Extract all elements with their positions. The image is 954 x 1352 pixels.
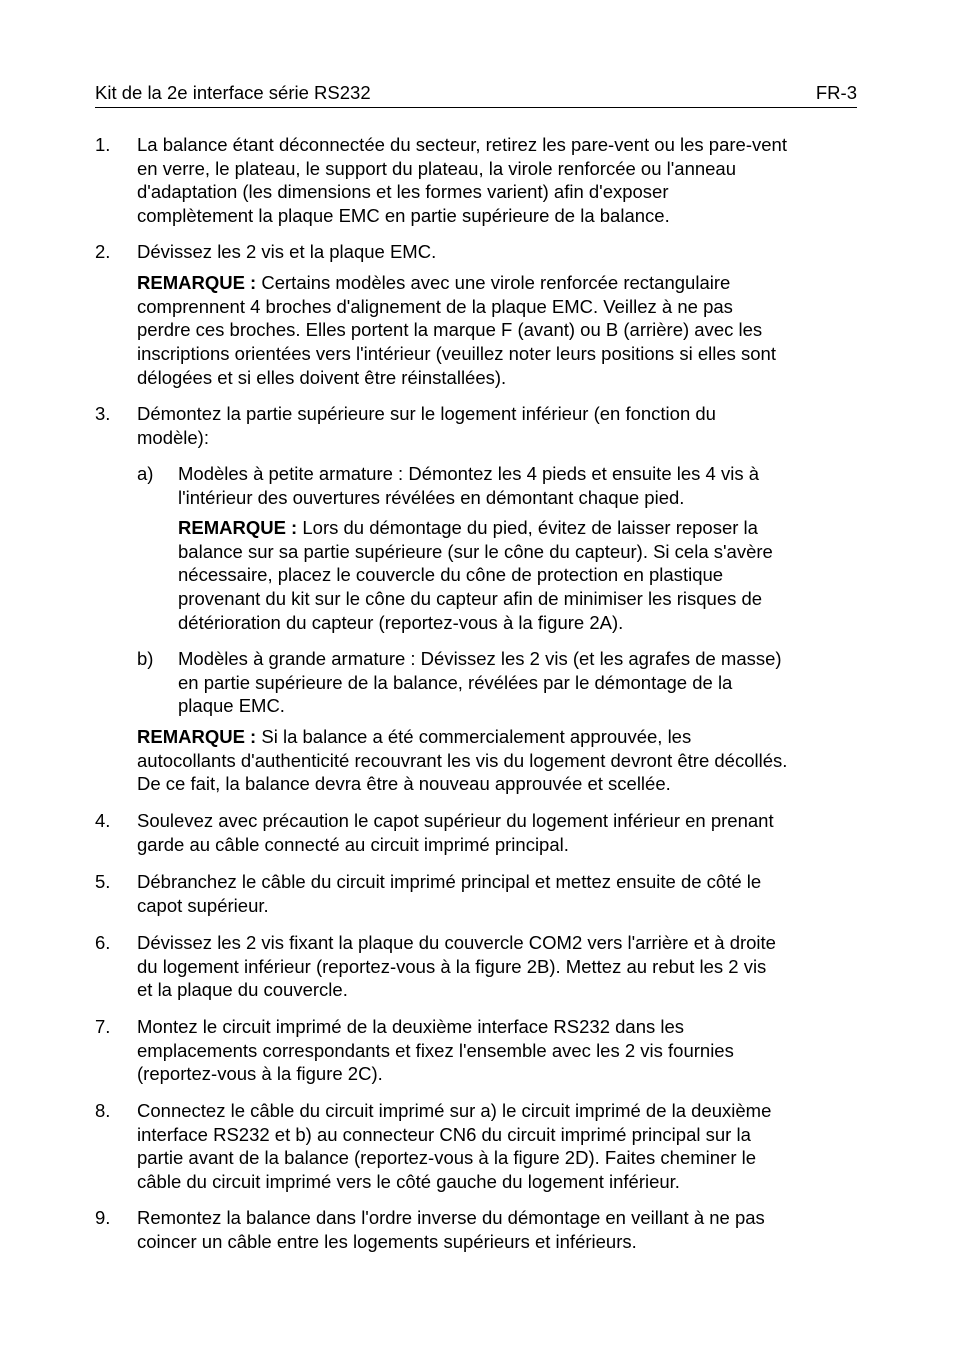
substep-a-line-2: l'intérieur des ouvertures révélées en démontant chaque pied. xyxy=(178,486,685,508)
note-text: Lors du démontage du pied, évitez de laisser reposer la xyxy=(297,517,758,538)
step-2-note-line-4: inscriptions orientées vers l'intérieur (veuillez noter leurs positions si elles sont xyxy=(137,343,776,364)
step-8-line-3: partie avant de la balance (reportez-vous à la figure 2D). Faites cheminer le xyxy=(137,1147,757,1169)
step-8-line-1: Connectez le câble du circuit imprimé sur a) le circuit imprimé de la deuxième xyxy=(137,1100,772,1121)
step-2-note-line-2: comprennent 4 broches d'alignement de la plaque EMC. Veillez à ne pas xyxy=(137,295,733,317)
substep-b-line-1: Modèles à grande armature : Dévissez les 2 vis (et les agrafes de masse) xyxy=(178,648,782,669)
step-5-line-2: capot supérieur. xyxy=(137,894,269,916)
note-text: Si la balance a été commercialement approuvée, les xyxy=(256,726,692,747)
step-8-line-2: interface RS232 et b) au connecteur CN6 du circuit imprimé principal sur la xyxy=(137,1123,751,1145)
step-3-note-line-3: De ce fait, la balance devra être à nouveau approuvée et scellée. xyxy=(137,773,671,795)
step-7-line-2: emplacements correspondants et fixez l'ensemble avec les 2 vis fournies xyxy=(137,1039,734,1061)
step-2-note-line-5: délogées et si elles doivent être réinstallées). xyxy=(137,366,507,388)
step-2-note-line-1 xyxy=(137,271,730,295)
step-1-line-1: La balance étant déconnectée du secteur, retirez les pare-vent ou les pare-vent xyxy=(137,134,787,155)
substep-a-note-line-1 xyxy=(178,516,758,540)
step-7-line-1: Montez le circuit imprimé de la deuxième interface RS232 dans les xyxy=(137,1016,685,1037)
note-label: REMARQUE : xyxy=(178,517,298,538)
note-text: Certains modèles avec une virole renforcée rectangulaire xyxy=(256,272,731,293)
step-6-line-3: et la plaque du couvercle. xyxy=(137,979,348,1001)
substep-b-line-2: en partie supérieure de la balance, révélées par le démontage de la xyxy=(178,671,733,693)
step-number: 5. xyxy=(95,871,111,892)
step-1-line-3: d'adaptation (les dimensions et les formes varient) afin d'exposer xyxy=(137,181,669,203)
step-5-line-1: Débranchez le câble du circuit imprimé principal et mettez ensuite de côté le xyxy=(137,871,762,892)
step-6-line-1: Dévissez les 2 vis fixant la plaque du couvercle COM2 vers l'arrière et à droite xyxy=(137,932,776,953)
note-label: REMARQUE : xyxy=(137,272,257,293)
header-rule xyxy=(95,107,857,108)
step-number: 9. xyxy=(95,1207,111,1228)
note-label: REMARQUE : xyxy=(137,726,257,747)
step-2-line-1: Dévissez les 2 vis et la plaque EMC. xyxy=(137,241,437,262)
step-7-line-3: (reportez-vous à la figure 2C). xyxy=(137,1063,383,1085)
step-3-note-line-2: autocollants d'authenticité recouvrant les vis du logement devront être décollés. xyxy=(137,749,788,771)
step-4-line-1: Soulevez avec précaution le capot supérieur du logement inférieur en prenant xyxy=(137,810,774,831)
step-number: 3. xyxy=(95,403,111,424)
step-9-line-2: coincer un câble entre les logements supérieurs et inférieurs. xyxy=(137,1230,637,1252)
substep-letter: a) xyxy=(137,463,154,484)
substep-letter: b) xyxy=(137,648,154,669)
step-3-note-line-1 xyxy=(137,725,691,749)
step-9-line-1: Remontez la balance dans l'ordre inverse du démontage en veillant à ne pas xyxy=(137,1207,765,1228)
step-number: 2. xyxy=(95,241,111,262)
step-3-line-1: Démontez la partie supérieure sur le logement inférieur (en fonction du xyxy=(137,403,716,424)
substep-a-note-line-5: détérioration du capteur (reportez-vous à la figure 2A). xyxy=(178,611,624,633)
step-number: 8. xyxy=(95,1100,111,1121)
step-8-line-4: câble du circuit imprimé vers le côté gauche du logement inférieur. xyxy=(137,1171,680,1192)
step-4-line-2: garde au câble connecté au circuit imprimé principal. xyxy=(137,833,569,855)
page-number: FR-3 xyxy=(815,82,857,103)
substep-a-note-line-3: nécessaire, placez le couvercle du cône de protection en plastique xyxy=(178,564,724,586)
step-number: 7. xyxy=(95,1016,111,1037)
step-number: 6. xyxy=(95,932,111,953)
substep-a-note-line-2: balance sur sa partie supérieure (sur le cône du capteur). Si cela s'avère xyxy=(178,540,773,562)
substep-b-line-3: plaque EMC. xyxy=(178,695,285,717)
step-number: 1. xyxy=(95,134,111,155)
substep-a-note-line-4: provenant du kit sur le cône du capteur afin de minimiser les risques de xyxy=(178,588,763,609)
step-1-line-2: en verre, le plateau, le support du plateau, la virole renforcée ou l'anneau xyxy=(137,157,737,179)
step-3-line-2: modèle): xyxy=(137,426,209,448)
substep-a-line-1: Modèles à petite armature : Démontez les 4 pieds et ensuite les 4 vis à xyxy=(178,463,759,484)
step-number: 4. xyxy=(95,810,111,831)
step-1-line-4: complètement la plaque EMC en partie supérieure de la balance. xyxy=(137,205,670,226)
step-2-note-line-3: perdre ces broches. Elles portent la marque F (avant) ou B (arrière) avec les xyxy=(137,319,763,341)
step-6-line-2: du logement inférieur (reportez-vous à la figure 2B). Mettez au rebut les 2 vis xyxy=(137,955,767,977)
document-title: Kit de la 2e interface série RS232 xyxy=(95,82,371,103)
